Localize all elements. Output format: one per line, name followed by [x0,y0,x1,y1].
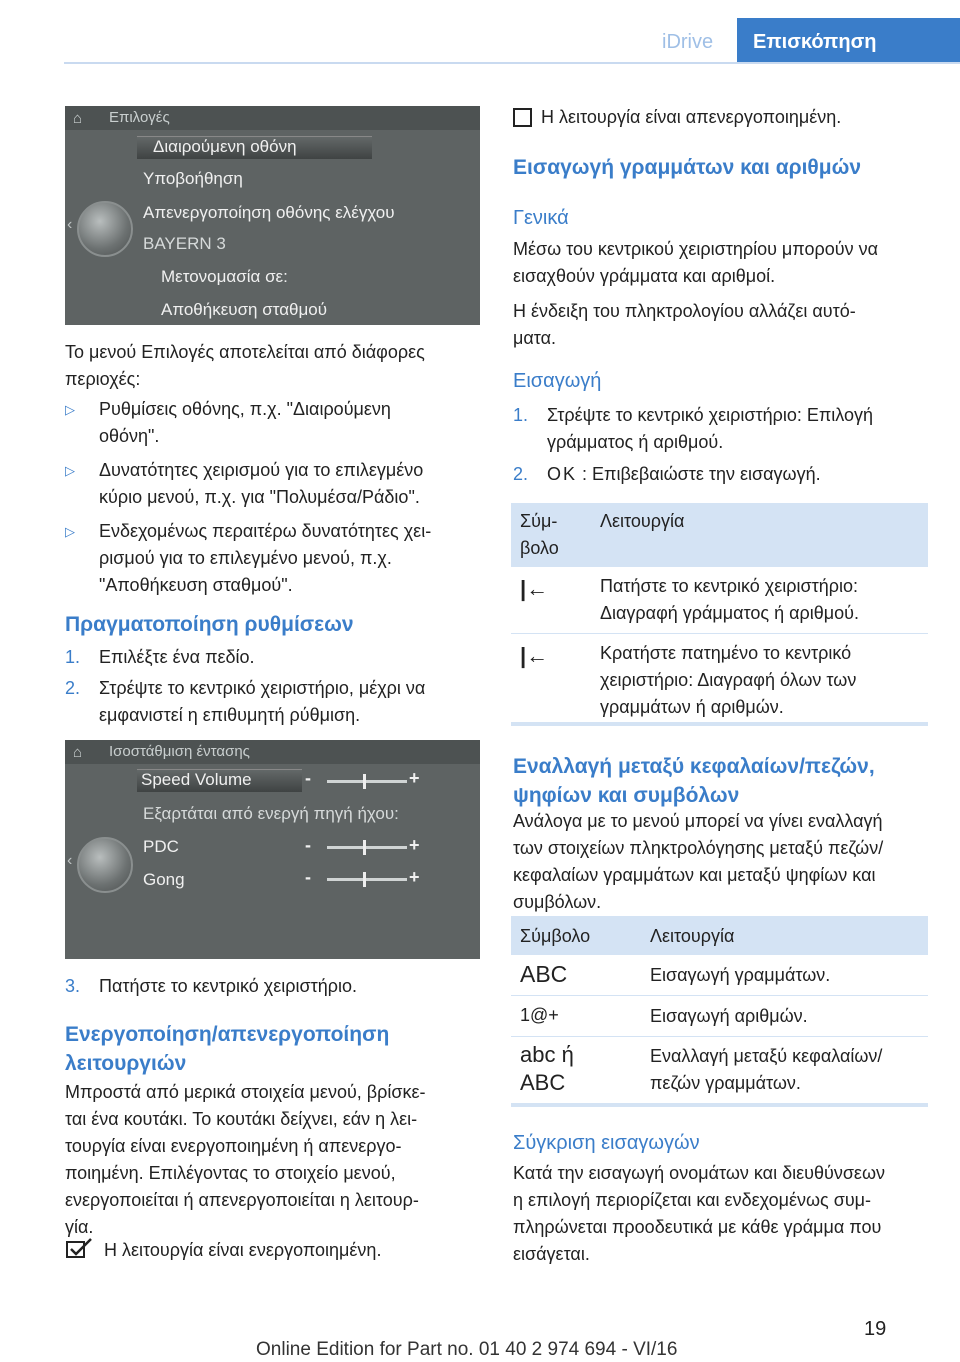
input-mode-table: Σύμβολο Λειτουργία ABC Εισαγωγή γραμμάτων. 1@+ Εισαγωγή αριθμών. abc ή ABC Εναλλαγή μεταξύ κεφαλαίων/ πεζών γραμμάτων. [511,916,928,1107]
table-row: 1@+ Εισαγωγή αριθμών. [511,996,928,1036]
delete-char-icon: |← [520,576,549,601]
bullet-triangle-icon: ▷ [65,524,75,539]
menu-item: Διαιρούμενη οθόνη [153,137,297,156]
gong-slider [327,878,407,881]
unchecked-checkbox-icon [513,108,533,133]
options-menu-screenshot [65,106,480,325]
setting-row: Εξαρτάται από ενεργή πηγή ήχου: [143,804,399,823]
settings-heading: Πραγματοποίηση ρυθμίσεων [65,613,354,636]
toggle-heading: Ενεργοποίηση/απενεργοποίηση λειτουργιών [65,1023,390,1075]
speed-volume-slider [327,780,407,783]
entry-steps: 1. Στρέψτε το κεντρικό χειριστήριο: Επιλογή γράμματος ή αριθμού. 2. OK : Επιβεβαιώστε την εισαγωγή. [513,405,874,484]
step-3: 3. Πατήστε το κεντρικό χειριστήριο. [65,976,357,996]
menu-item: Αποθήκευση σταθμού [161,300,328,319]
header-rule [64,62,960,64]
menu-item: BAYERN 3 [143,234,226,253]
back-arrow-icon: ‹ [67,216,73,233]
general-heading: Γενικά [513,207,569,229]
controller-knob-icon [77,837,133,893]
table-row: |← Πατήστε το κεντρικό χειριστήριο: Διαγραφή γράμματος ή αριθμού. [520,576,859,623]
header-tab: Επισκόπηση [737,18,960,62]
bullet-triangle-icon: ▷ [65,402,75,417]
delete-all-icon: |← [520,643,549,668]
toggle-paragraph: Μπροστά από μερικά στοιχεία μενού, βρίσκε‐ ται ένα κουτάκι. Το κουτάκι δείχνει, εάν η λει‐ τουργία είναι ενεργοποιημένη ή απενεργο‐ ποιημένη. Επιλέγοντας το στοιχείο μενού, ενεργοποιείται ή απενεργοποιείται η λειτουρ‐ γία. [65,1082,426,1237]
bullet-list: ▷ Ρυθμίσεις οθόνης, π.χ. "Διαιρούμενη οθόνη". ▷ Δυνατότητες χειρισμού για το επιλεγμένο κύριο μενού, π.χ. για "Πολυμέσα/Ράδιο". ▷ Ενδεχομένως περαιτέρω δυνατότητες χει‐ ρισμού για το επιλεγμένο μενού, π.χ. "Αποθήκευση σταθμού". [65,396,475,599]
delete-symbols-table: Σύμ‐ βολο Λειτουργία |← Πατήστε το κεντρικό χειριστήριο: Διαγραφή γράμματος ή αριθμού. |← Κρατήστε πατημένο το κεντρικό χειριστήριο: Διαγραφή όλων των γραμμάτων ή αριθμών. [511,503,928,726]
numbers-symbols-icon: 1@+ [520,1005,559,1025]
table-row: |← Κρατήστε πατημένο το κεντρικό χειριστήριο: Διαγραφή όλων των γραμμάτων ή αριθμών. [520,643,857,717]
checked-text: Η λειτουργία είναι ενεργοποιημένη. [104,1240,382,1260]
bullet-triangle-icon: ▷ [65,463,75,478]
pdc-slider [327,846,407,849]
compare-heading: Σύγκριση εισαγωγών [513,1132,700,1154]
input-heading: Εισαγωγή γραμμάτων και αριθμών [513,156,862,179]
abc-upper-icon: ABC [520,961,568,987]
switch-heading: Εναλλαγή μεταξύ κεφαλαίων/πεζών, ψηφίων και συμβόλων [513,755,875,807]
controller-knob-icon [77,201,133,257]
compare-paragraph: Κατά την εισαγωγή ονομάτων και διευθύνσεων η επιλογή περιορίζεται και ενδεχομένως συμ‐ πληρώνεται προοδευτικά με κάθε γράμμα που εισάγεται. [513,1163,886,1264]
case-switch-icon: abc ή ABC [520,1042,574,1095]
volume-balance-screenshot: ⌂ Ισοστάθμιση έντασης Speed Volume - + Εξαρτάται από ενεργή πηγή ήχου: PDC - + Gong - + ‹ [65,740,480,959]
back-arrow-icon: ‹ [67,852,73,869]
menu-item: Απενεργοποίηση οθόνης ελέγχου [143,203,395,222]
intro-paragraph: Το μενού Επιλογές αποτελείται από διάφορες περιοχές: [65,342,425,389]
menu-item: Υποβοήθηση [143,169,243,188]
setting-row: Speed Volume [141,770,252,789]
home-icon: ⌂ [73,110,83,127]
setting-row: Gong [143,870,185,889]
edition-footer: Online Edition for Part no. 01 40 2 974 694 - VI/16 [256,1339,678,1360]
page-number: 19 [864,1318,887,1340]
checked-checkbox-icon [66,1237,94,1264]
general-text: Μέσω του κεντρικού χειριστηρίου μπορούν να εισαχθούν γράμματα και αριθμοί. Η ένδειξη του πληκτρολογίου αλλάζει αυτό‐ ματα. [513,239,878,348]
table-row: ABC Εισαγωγή γραμμάτων. [520,961,831,987]
home-icon: ⌂ [73,744,83,761]
screen-title: Ισοστάθμιση έντασης [109,743,250,760]
setting-row: PDC [143,837,179,856]
screen-title: Επιλογές [109,109,170,126]
header-section: iDrive [662,31,714,53]
unchecked-text: Η λειτουργία είναι απενεργοποιημένη. [541,107,842,127]
settings-steps: 1. Επιλέξτε ένα πεδίο. 2. Στρέψτε το κεντρικό χειριστήριο, μέχρι να εμφανιστεί η επιθυμητή ρύθμιση. [65,647,426,725]
entry-heading: Εισαγωγή [513,370,602,392]
table-row: abc ή ABC Εναλλαγή μεταξύ κεφαλαίων/ πεζών γραμμάτων. [520,1042,883,1095]
menu-item: Μετονομασία σε: [161,267,288,286]
switch-paragraph: Ανάλογα με το μενού μπορεί να γίνει εναλλαγή των στοιχείων πληκτρολόγησης μεταξύ πεζών/ κεφαλαίων γραμμάτων και μεταξύ ψηφίων και συμβόλων. [513,811,884,912]
ok-symbol-icon: OK [547,464,578,484]
